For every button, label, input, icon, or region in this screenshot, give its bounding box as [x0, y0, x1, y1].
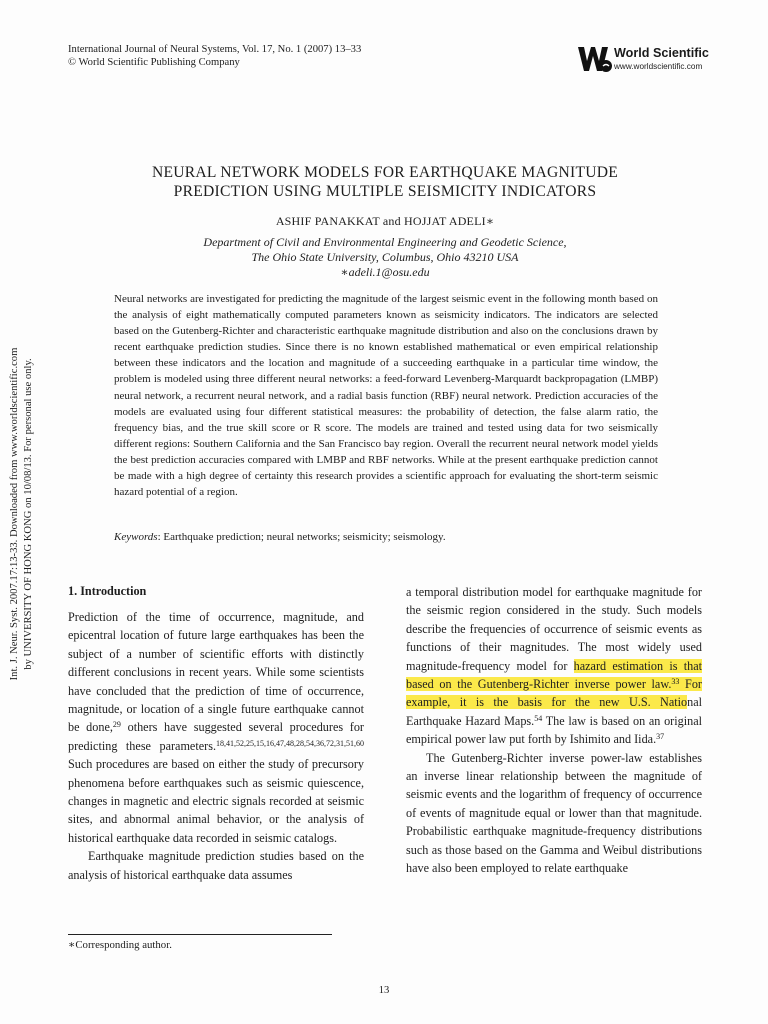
- left-paragraph-1: Prediction of the time of occurrence, magnitude, and epicentral location of future large earthquakes has been the subject of a number of scientific efforts with distinctly different conclusions in recent years. While some scientists have concluded that the prediction of time of occurrence, magnitude, or location of a single future earthquake cannot be done,$^{29}$ others have suggested several procedures for predicting these parameters.$^{18,41,52,25,15,16,47,48,28,54,36,72,31,51,60}$ Such procedures are based on either the study of precursory phenomena before earthquakes such as seismic quiescence, changes in magnetic and electric signals recorded at seismic sites, and abnormal animal behavior, or the analysis of historical earthquake data recorded in seismic catalogs.: [68, 610, 364, 845]
- download-stamp-line-2: by UNIVERSITY OF HONG KONG on 10/08/13. For personal use only.: [22, 358, 34, 670]
- journal-citation: International Journal of Neural Systems, Vol. 17, No. 1 (2007) 13–33: [68, 44, 362, 55]
- left-column: [68, 608, 364, 884]
- affiliation-line-2: The Ohio State University, Columbus, Ohio 43210 USA: [251, 250, 519, 264]
- keywords-text: : Earthquake prediction; neural networks; seismicity; seismology.: [157, 531, 446, 543]
- footnote: ∗Corresponding author.: [68, 939, 172, 951]
- right-paragraph-2: The Gutenberg-Richter inverse power-law establishes an inverse linear relationship between the magnitude of seismic events and the logarithm of frequency of occurrence of events of magnitude equal or lower than that magnitude. Probabilistic earthquake magnitude-frequency distributions such as those based on the Gamma and Weibul distributions have also been employed to relate earthquake: [406, 750, 702, 876]
- left-paragraph-2: Earthquake magnitude prediction studies based on the analysis of historical earthquake data assumes: [68, 849, 364, 882]
- logo-url: www.worldscientific.com: [614, 62, 703, 71]
- right-paragraph-1: a temporal distribution model for earthquake magnitude for the seismic region considered in the study. Such models describe the frequencies of occurrence of seismic events as functions of their magnitudes. The most widely used magnitude-frequency model for hazard estimation is that based on the Gutenberg-Richter inverse power law.$^{33}$ For example, it is the basis for the new U.S. National Earthquake Hazard Maps.$^{54}$ The law is based on an original empirical power law put forth by Ishimito and Iida.$^{37}$: [406, 585, 702, 747]
- keywords-line: [114, 531, 446, 543]
- section-heading: 1. Introduction: [68, 584, 147, 598]
- download-stamp: [0, 0, 34, 1024]
- right-column: [406, 583, 702, 878]
- author-email: ∗adeli.1@osu.edu: [340, 265, 430, 279]
- download-stamp-line-1: Int. J. Neur. Syst. 2007.17:13-33. Downloaded from www.worldscientific.com: [9, 347, 20, 681]
- paper-title-line-2: PREDICTION USING MULTIPLE SEISMICITY INDICATORS: [173, 183, 597, 200]
- paper-title-line-1: NEURAL NETWORK MODELS FOR EARTHQUAKE MAGNITUDE: [151, 164, 619, 181]
- author-names: ASHIF PANAKKAT and HOJJAT ADELI∗: [275, 214, 495, 228]
- abstract: Neural networks are investigated for predicting the magnitude of the largest seismic event in the following month based on the analysis of eight mathematically computed parameters known as seismicity indicators. The indicators are selected based on the Gutenberg-Richter and characteristic earthquake magnitude distribution and also on the conclusions drawn by recent earthquake prediction studies. Since there is no known established mathematical or even empirical relationship between these indicators and the location and magnitude of a succeeding earthquake in a particular time window, the problem is modeled using three different neural networks: a feed-forward Levenberg-Marquardt backpropagation (LMBP) neural network, a recurrent neural network, and a radial basis function (RBF) neural network. Prediction accuracies of the models are evaluated using four different statistical measures: the probability of detection, the false alarm ratio, the frequency bias, and the true skill score or R score. The models are trained and tested using data for two seismically different regions: Southern California and the San Francisco bay region. Overall the recurrent neural network model yields the best prediction accuracies compared with LMBP and RBF networks. While at the present earthquake prediction cannot be made with a high degree of certainty this research provides a scientific approach for evaluating the short-term seismic hazard potential of a region.: [114, 293, 658, 499]
- logo-title: World Scientific: [614, 46, 709, 60]
- affiliation-line-1: Department of Civil and Environmental Engineering and Geodetic Science,: [203, 235, 567, 249]
- footnote-rule: [68, 934, 332, 935]
- copyright-line: © World Scientific Publishing Company: [68, 57, 240, 68]
- page-number: 13: [378, 985, 390, 996]
- world-scientific-logo-icon: [576, 44, 612, 74]
- keywords-label: Keywords: [114, 531, 158, 543]
- highlighted-text[interactable]: hazard estimation is that based on the Gutenberg-Richter inverse power law.$^{33}$ For example, it is the basis for the new U.S. Natio: [406, 658, 702, 710]
